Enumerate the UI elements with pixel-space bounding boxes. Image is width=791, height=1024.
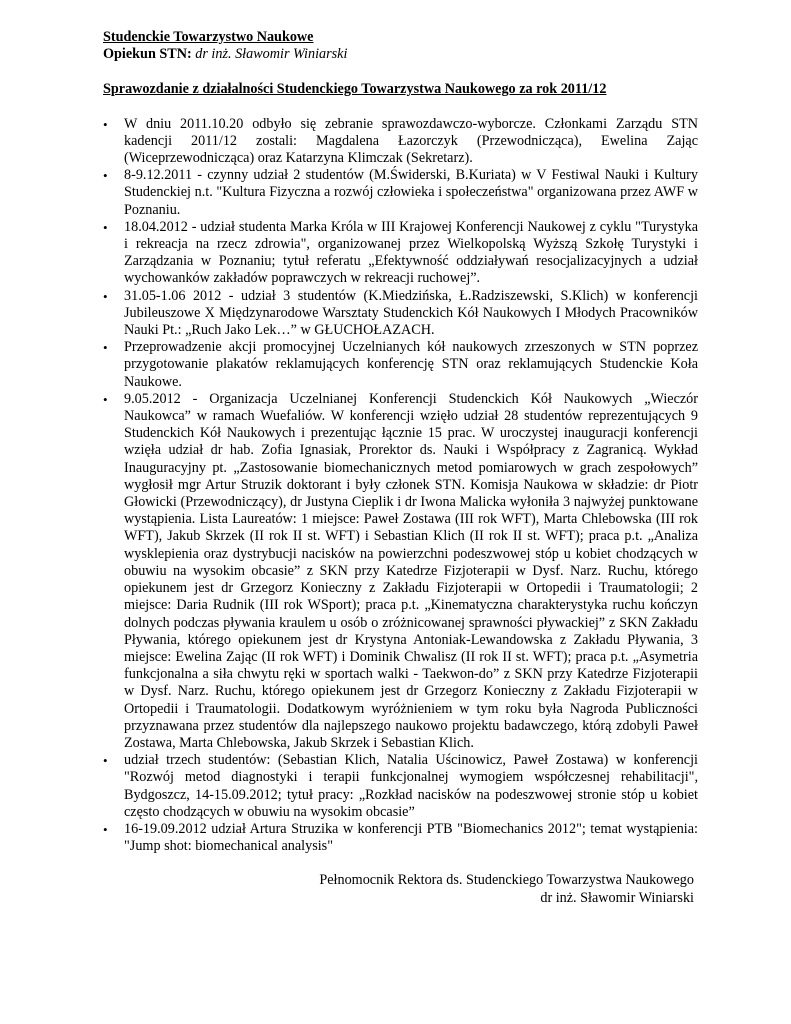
bullet-icon: •	[103, 116, 108, 132]
supervisor-label: Opiekun STN:	[103, 46, 192, 63]
list-item	[103, 339, 698, 391]
signature-name: dr inż. Sławomir Winiarski	[540, 889, 694, 906]
list-item-text: 9.05.2012 - Organizacja Uczelnianej Konferencji Studenckich Kół Naukowych „Wieczór Naukowca” w ramach Wuefaliów. W konferencji wzięło udział 28 studentów reprezentujących 9 Studenckich Kół Naukowych i prezentując łącznie 15 prac. W uroczystej inauguracji konferencji wzięła udział dr hab. Zofia Ignasiak, Prorektor ds. Nauki i Współpracy z Zagranicą. Wykład Inauguracyjny pt. „Zastosowanie biomechanicznych metod pomiarowych w grach zespołowych” wygłosił mgr Artur Struzik doktorant i były członek STN. Komisja Naukowa w składzie: dr Piotr Głowicki (Przewodniczący), dr Justyna Cieplik i dr Iwona Malicka wyłoniła 3 najwyżej punktowane wystąpienia. Lista Laureatów: 1 miejsce: Paweł Zostawa (III rok WFT), Marta Chlebowska (III rok WFT), Jakub Skrzek (II rok II st. WFT) i Sebastian Klich (II rok II st. WFT); praca p.t. „Analiza wysklepienia oraz dystrybucji nacisków na powierzchni podeszwowej stóp u kobiet chodzących w obuwiu na wysokim obcasie” z SKN przy Katedrze Fizjoterapii w Dysf. Narz. Ruchu, którego opiekunem jest dr Grzegorz Konieczny z Zakładu Fizjoterapii w Ortopedii i Traumatologii; 2 miejsce: Daria Rudnik (III rok WSport); praca p.t. „Kinematyczna charakterystyka ruchu kończyn dolnych podczas pływania kraulem u osób o zróżnicowanej sprawności pływackiej” z SKN Zakładu Pływania, którego opiekunem jest dr Krystyna Antoniak-Lewandowska z Zakładu Pływania, 3 miejsce: Ewelina Zając (II rok WFT) i Dominik Chwalisz (II rok II st. WFT); praca p.t. „Asymetria funkcjonalna a siła chwytu ręki w sportach walki - Taekwon-do” z SKN przy Katedrze Fizjoterapii w Dysf. Narz. Ruchu, którego opiekunem jest dr Grzegorz Konieczny z Zakładu Fizjoterapii w Ortopedii i Traumatologii. Dodatkowym wyróżnieniem w tym roku była Nagroda Publiczności przyznawana przez studentów dla najlepszego naukowo projektu badawczego, którą zdobyli Paweł Zostawa, Marta Chlebowska, Jakub Skrzek i Sebastian Klich.	[124, 390, 698, 751]
list-item-text: 16-19.09.2012 udział Artura Struzika w konferencji PTB "Biomechanics 2012"; temat wystąpienia: "Jump shot: biomechanical analysis"	[124, 820, 698, 855]
list-item-text: Przeprowadzenie akcji promocyjnej Uczelnianych kół naukowych zrzeszonych w STN poprzez przygotowanie plakatów reklamujących konferencję STN oraz reklamujących Studenckie Koła Naukowe.	[124, 339, 698, 390]
list-item-text: W dniu 2011.10.20 odbyło się zebranie sprawozdawczo-wyborcze. Członkami Zarządu STN kadencji 2011/12 zostali: Magdalena Łazorczyk (Przewodnicząca), Ewelina Zając (Wiceprzewodnicząca) oraz Katarzyna Klimczak (Sekretarz).	[124, 115, 698, 167]
list-item-text: 8-9.12.2011 - czynny udział 2 studentów (M.Świderski, B.Kuriata) w V Festiwal Nauki i Kultury Studenckiej n.t. "Kultura Fizyczna a rozwój człowieka i społeczeństwa" organizowana przez AWF w Poznaniu.	[124, 167, 698, 218]
bullet-icon: •	[103, 821, 108, 837]
report-title: Sprawozdanie z działalności Studenckiego Towarzystwa Naukowego za rok 2011/12	[103, 81, 607, 98]
bullet-icon: •	[103, 340, 108, 356]
list-item-text: udział trzech studentów: (Sebastian Klich, Natalia Uścinowicz, Paweł Zostawa) w konferencji "Rozwój metod diagnostyki i terapii funkcjonalnej wymogiem współczesnej rehabilitacji", Bydgoszcz, 14-15.09.2012; tytuł pracy: „Rozkład nacisków na podeszwowej stronie stóp u kobiet często chodzących w obuwiu na wysokim obcasie”	[124, 752, 698, 820]
bullet-icon: •	[103, 391, 108, 407]
bullet-icon: •	[103, 288, 108, 304]
list-item	[103, 752, 698, 821]
list-item	[103, 219, 698, 288]
bullet-icon: •	[103, 219, 108, 235]
list-item	[103, 821, 698, 855]
supervisor-line	[103, 46, 698, 63]
signature-block	[103, 872, 698, 906]
list-item-text: 18.04.2012 - udział studenta Marka Króla w III Krajowej Konferencji Naukowej z cyklu "Turystyka i rekreacja na rzecz zdrowia", organizowanej przez Wielkopolską Wyższą Szkołę Turystyki i Zarządzania w Poznaniu; tytuł referatu „Efektywność oddziaływań resocjalizacyjnych a udział wychowanków zakładów poprawczych w rekreacji ruchowej”.	[124, 218, 698, 287]
bullet-icon: •	[103, 168, 108, 184]
organization-name: Studenckie Towarzystwo Naukowe	[103, 29, 314, 45]
activity-list	[103, 116, 698, 856]
bullet-icon: •	[103, 753, 108, 769]
signature-title: Pełnomocnik Rektora ds. Studenckiego Towarzystwa Naukowego	[319, 872, 694, 889]
list-item	[103, 167, 698, 219]
list-item	[103, 391, 698, 752]
list-item	[103, 288, 698, 340]
document-page	[103, 29, 698, 907]
list-item	[103, 116, 698, 168]
supervisor-name: dr inż. Sławomir Winiarski	[195, 46, 348, 63]
list-item-text: 31.05-1.06 2012 - udział 3 studentów (K.Miedzińska, Ł.Radziszewski, S.Klich) w konferencji Jubileuszowe X Międzynarodowe Warsztaty Studenckich Kół Naukowych I Młodych Pracowników Nauki Pt.: „Ruch Jako Lek…” w GŁUCHOŁAZACH.	[124, 287, 698, 339]
